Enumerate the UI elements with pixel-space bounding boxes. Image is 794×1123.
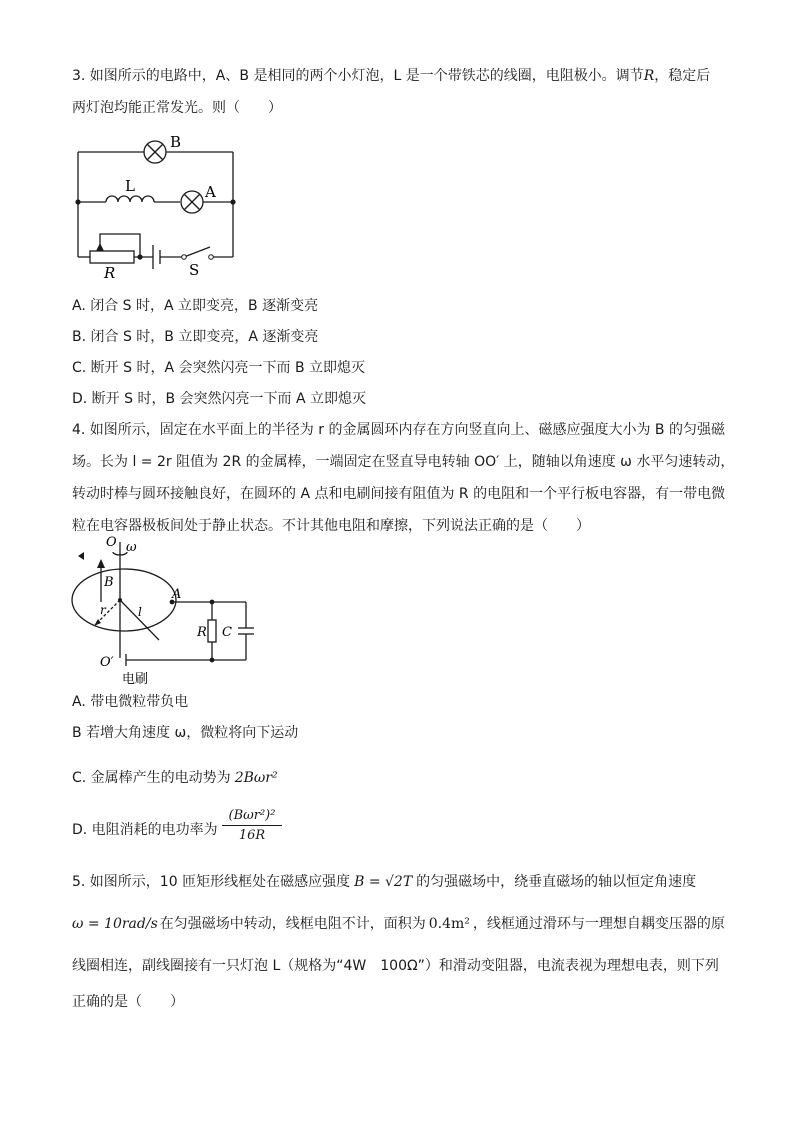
- q4-stem-line3: 转动时棒与圆环接触良好，在圆环的 A 点和电刷间接有阻值为 R 的电阻和一个平行板电容器，有一带电微: [72, 486, 726, 502]
- q3-option-d: D. 断开 S 时，B 会突然闪亮一下而 A 立即熄灭: [72, 391, 366, 407]
- resistor-r-label: R: [104, 264, 116, 282]
- radius-r-label: r: [100, 603, 106, 617]
- lamp-a-label: A: [205, 183, 216, 201]
- resistor-r-label: R: [197, 625, 207, 640]
- coil-l-label: L: [125, 177, 135, 195]
- brush-label: 电刷: [122, 672, 149, 686]
- q5-stem-line4: 正确的是（ ）: [72, 994, 184, 1010]
- power-numerator: (Bωr²)²: [222, 808, 282, 826]
- q3-option-a: A. 闭合 S 时，A 立即变亮，B 逐渐变亮: [72, 298, 319, 314]
- q3-stem-line1: 3. 如图所示的电路中，A、B 是相同的两个小灯泡，L 是一个带铁芯的线圈，电阻极小。调节R，稳定后: [72, 68, 711, 84]
- q4-option-d: D. 电阻消耗的电功率为: [72, 822, 218, 838]
- q4-rotating-rod-diagram: [64, 536, 274, 686]
- field-b-label: B: [104, 575, 114, 590]
- q3-circuit-diagram: [70, 130, 250, 282]
- q3-option-c: C. 断开 S 时，A 会突然闪亮一下而 B 立即熄灭: [72, 360, 365, 376]
- q5-stem-line1: 5. 如图所示，10 匝矩形线框处在磁感应强度 B = √2T 的匀强磁场中，绕垂直磁场的轴以恒定角速度: [72, 874, 697, 890]
- power-fraction: [222, 808, 282, 843]
- q3-option-b: B. 闭合 S 时，B 立即变亮，A 逐渐变亮: [72, 329, 319, 345]
- switch-s-label: S: [189, 261, 200, 279]
- q3-stem-line2: 两灯泡均能正常发光。则（ ）: [72, 100, 282, 116]
- axis-o-label: O: [106, 536, 117, 550]
- omega-label: ω: [126, 540, 137, 555]
- emf-expression: 2Bωr²: [234, 770, 278, 786]
- q4-option-a: A. 带电微粒带负电: [72, 694, 189, 710]
- q4-stem-line2: 场。长为 l = 2r 阻值为 2R 的金属棒，一端固定在竖直导电转轴 OO′ 上，随轴以角速度 ω 水平匀速转动，: [72, 454, 735, 470]
- q4-option-c: C. 金属棒产生的电动势为 2Bωr²: [72, 770, 278, 786]
- q5-stem-line2: ω = 10rad/s 在匀强磁场中转动，线框电阻不计，面积为 0.4m² ，线框通过滑环与一理想自耦变压器的原: [72, 916, 725, 932]
- q4-option-b: B 若增大角速度 ω，微粒将向下运动: [72, 725, 299, 741]
- q4-stem-line1: 4. 如图所示，固定在水平面上的半径为 r 的金属圆环内存在方向竖直向上、磁感应强度大小为 B 的匀强磁: [72, 422, 725, 438]
- q5-stem-line3: 线圈相连，副线圈接有一只灯泡 L（规格为“4W 100Ω”）和滑动变阻器，电流表视为理想电表，则下列: [72, 958, 719, 974]
- capacitor-c-label: C: [222, 625, 232, 640]
- point-a-label: A: [172, 587, 182, 602]
- q4-stem-line4: 粒在电容器极板间处于静止状态。不计其他电阻和摩擦，下列说法正确的是（ ）: [72, 518, 590, 534]
- axis-o-prime-label: O′: [100, 655, 114, 670]
- power-denominator: 16R: [238, 828, 266, 843]
- rod-l-label: l: [138, 605, 142, 619]
- lamp-b-label: B: [170, 133, 182, 151]
